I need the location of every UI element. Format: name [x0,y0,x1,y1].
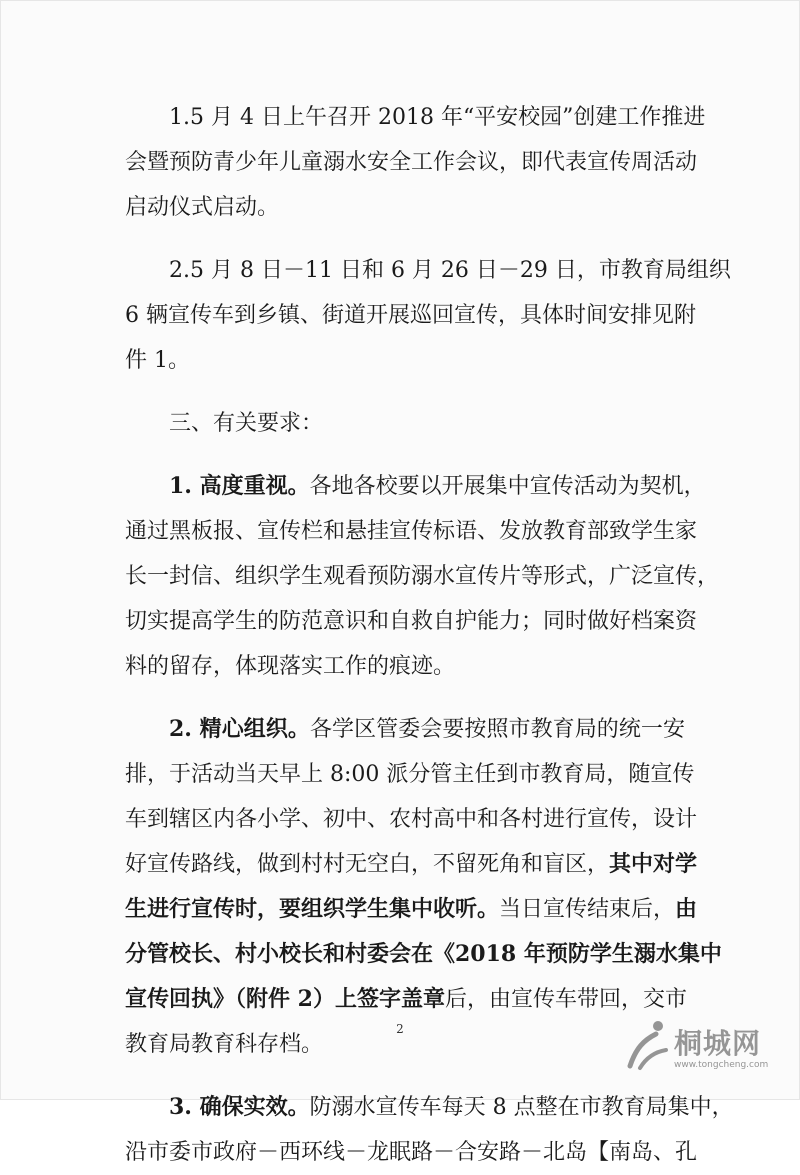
text-segment: 各学区管委会要按照市教育局的统一安 [310,717,685,742]
paragraph-gap [125,1067,685,1085]
text-line [125,977,685,1022]
text-segment: 通过黑板报、宣传栏和悬挂宣传标语、发放教育部致学生家 [125,519,698,544]
site-watermark [622,1018,772,1078]
paragraph-gap [125,230,685,248]
text-segment: 车到辖区内各小学、初中、农村高中和各村进行宣传，设计 [125,807,698,832]
page-number: 2 [396,1022,404,1036]
watermark-text: 桐城网 [674,1027,762,1060]
bold-text-segment: 生进行宣传时，要组织学生集中收听。 [125,896,500,922]
text-line [125,95,706,140]
bold-text-segment: 2. 精心组织。 [169,716,310,742]
bold-text-segment: 3. 确保实效。 [169,1094,310,1120]
text-line [125,509,698,554]
text-segment: 教育局教育科存档。 [125,1032,324,1057]
text-segment: 切实提高学生的防范意识和自救自护能力；同时做好档案资 [125,609,698,634]
paragraph-gap [125,383,685,401]
text-line [125,932,722,977]
text-segment: 排，于活动当天早上 8:00 派分管主任到市教育局，随宣传 [125,762,695,787]
watermark-logo-icon [622,1018,672,1074]
text-segment: 当日宣传结束后， [499,897,676,922]
bold-text-segment: 1. 高度重视。 [169,473,310,499]
paragraph-gap [125,446,685,464]
text-segment: 1.5 月 4 日上午召开 2018 年“平安校园”创建工作推进 [169,105,706,130]
text-line [125,338,685,383]
text-line [125,293,696,338]
text-segment: 料的留存，体现落实工作的痕迹。 [125,654,456,679]
text-segment: 6 辆宣传车到乡镇、街道开展巡回宣传，具体时间安排见附 [125,303,696,328]
bold-text-segment: 其中对学 [609,851,698,877]
text-segment: 防溺水宣传车每天 8 点整在市教育局集中， [309,1095,734,1120]
text-line [125,401,685,446]
text-line [125,1130,698,1175]
text-line [125,1085,734,1130]
text-segment: 2.5 月 8 日－11 日和 6 月 26 日－29 日，市教育局组织 [169,258,731,283]
text-line [125,707,685,752]
text-line [125,887,698,932]
text-segment: 沿市委市政府－西环线－龙眠路－合安路－北岛【南岛、孔 [125,1140,698,1165]
text-segment: 后，由宣传车带回，交市 [444,987,687,1012]
text-line [125,599,698,644]
text-segment: 三、有关要求： [169,411,324,436]
watermark-url: www.tongcheng.com [674,1060,769,1070]
text-segment: 启动仪式启动。 [125,195,280,220]
text-segment: 各地各校要以开展集中宣传活动为契机， [309,474,706,499]
text-line [125,797,698,842]
text-line [125,554,720,599]
bold-text-segment: 由 [675,896,698,922]
text-segment: 长一封信、组织学生观看预防溺水宣传片等形式，广泛宣传， [125,564,720,589]
text-segment: 会暨预防青少年儿童溺水安全工作会议，即代表宣传周活动 [125,150,698,175]
paragraph-gap [125,689,685,707]
bold-text-segment: 分管校长、村小校长和村委会在《2018 年预防学生溺水集中 [125,941,722,967]
bold-text-segment: 宣传回执》（附件 2）上签字盖章 [125,986,445,1012]
text-line [125,464,706,509]
text-line [125,140,698,185]
text-line [125,842,698,887]
text-segment: 好宣传路线，做到村村无空白，不留死角和盲区， [125,852,610,877]
text-line [125,644,685,689]
text-line [125,185,685,230]
text-line [125,248,731,293]
text-line [125,752,695,797]
text-segment: 件 1。 [125,348,190,373]
